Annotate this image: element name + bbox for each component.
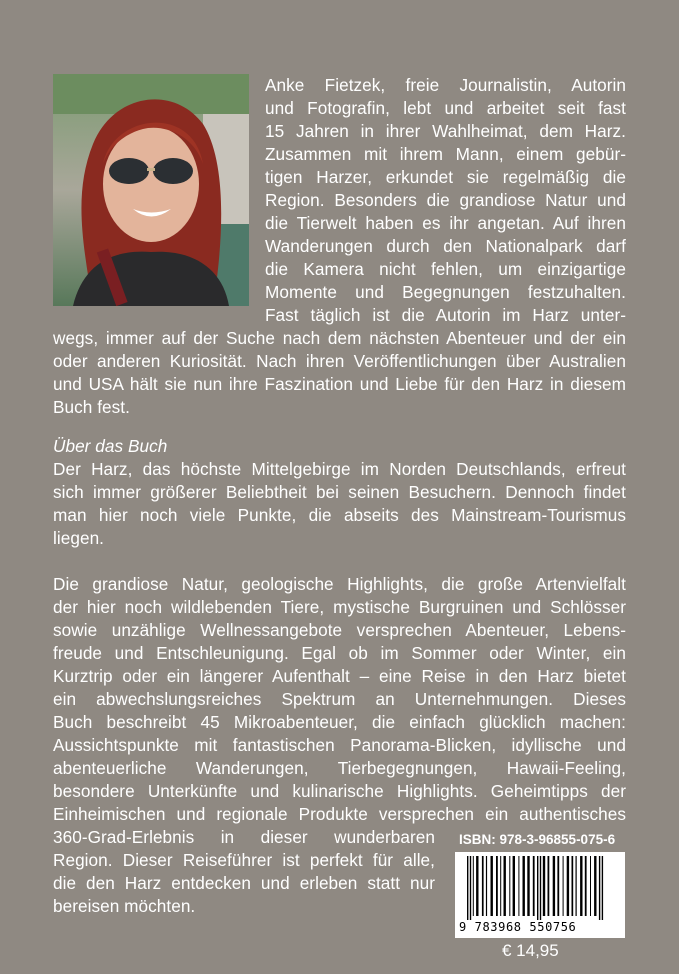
barcode-bar (467, 856, 468, 920)
about-line: Buch beschreibt 45 Mikroabenteuer, die einfach glücklich machen: (53, 712, 626, 732)
barcode-bar (513, 856, 515, 916)
about-line: Region. Dieser Reiseführer ist perfekt für alle, (53, 850, 435, 870)
price-label: € 14,95 (502, 941, 559, 960)
about-heading: Über das Buch (53, 436, 168, 456)
author-photo (53, 74, 249, 306)
bio-line: Region. Besonders die grandiose Natur und (265, 190, 626, 210)
barcode-bars (455, 852, 625, 920)
barcode-bar (557, 856, 559, 916)
barcode-bar (580, 856, 582, 916)
bio-line: und USA hält sie nun ihre Faszination und Liebe für den Harz in diesem (53, 374, 626, 394)
barcode-bar (567, 856, 569, 916)
barcode-bar (594, 856, 596, 916)
barcode-bar (599, 856, 600, 920)
barcode-bar (576, 856, 577, 916)
about-line: liegen. (53, 528, 104, 548)
barcode-bar (482, 856, 484, 916)
barcode-bar (563, 856, 564, 916)
bio-line: tigen Harzer, erkundet sie regelmäßig die (265, 167, 626, 187)
barcode-bar (504, 856, 506, 916)
bio-line: die Kamera nicht fehlen, um einzigartige (265, 259, 626, 279)
barcode-bar (509, 856, 510, 916)
about-line: 360-Grad-Erlebnis in dieser wunderbaren (53, 827, 435, 847)
barcode-bar (602, 856, 603, 920)
bio-line: wegs, immer auf der Suche nach dem nächsten Abenteuer und der ein (53, 328, 626, 348)
bio-line: oder anderen Kuriosität. Nach ihren Veröffentlichungen über Australien (53, 351, 626, 371)
about-line: die den Harz entdecken und erleben statt nur (53, 873, 435, 893)
about-line: Aussichtspunkte mit fantastischen Panorama-Blicken, idyllische und (53, 735, 626, 755)
bio-line: Zusammen mit ihrem Mann, einem gebür- (265, 144, 626, 164)
about-line: Die grandiose Natur, geologische Highlights, die große Artenvielfalt (53, 574, 626, 594)
barcode-bar (496, 856, 498, 916)
barcode-bar (470, 856, 471, 920)
barcode-bar (527, 856, 529, 916)
about-line: Der Harz, das höchste Mittelgebirge im Norden Deutschlands, erfreut (53, 459, 626, 479)
barcode-bar (585, 856, 587, 916)
bio-line: 15 Jahren in ihrer Wahlheimat, dem Harz. (265, 121, 626, 141)
barcode-bar (533, 856, 535, 916)
barcode-bar (473, 856, 474, 916)
bio-line: Buch fest. (53, 397, 130, 417)
about-line: bereisen möchten. (53, 896, 196, 916)
about-line: man hier noch viele Punkte, die abseits des Mainstream-Tourismus (53, 505, 626, 525)
bio-line: Momente und Begegnungen festzuhalten. (265, 282, 626, 302)
barcode-bar (486, 856, 487, 916)
bio-line: die Tierwelt haben es ihr angetan. Auf ihren (265, 213, 626, 233)
about-line: Einheimischen und regionale Produkte versprechen ein authentisches (53, 804, 626, 824)
barcode-bar (540, 856, 541, 920)
bio-line: Wanderungen durch den Nationalpark darf (265, 236, 626, 256)
about-line: abenteuerliche Wanderungen, Tierbegegnungen, Hawaii-Feeling, (53, 758, 626, 778)
barcode-bar (523, 856, 525, 916)
about-line: Kurztrip oder ein längerer Aufenthalt – eine Reise in den Harz bietet (53, 666, 626, 686)
bio-line: Fast täglich ist die Autorin im Harz unter- (265, 305, 626, 325)
author-portrait-illustration (53, 74, 249, 306)
barcode-bar (491, 856, 493, 916)
barcode-bar (476, 856, 478, 916)
bio-line: Anke Fietzek, freie Journalistin, Autorin (265, 75, 626, 95)
barcode-bar (572, 856, 574, 916)
barcode-bar (543, 856, 545, 916)
barcode-bar (548, 856, 550, 916)
barcode-bar (518, 856, 519, 916)
about-line: sich immer größerer Beliebtheit bei seinen Besuchern. Dennoch findet (53, 482, 626, 502)
about-line: besondere Unterkünfte und kulinarische Highlights. Geheimtipps der (53, 781, 626, 801)
about-line: freude und Entschleunigung. Egal ob im Sommer oder Winter, ein (53, 643, 626, 663)
about-line: sowie unzählige Wellnessangebote versprechen Abenteuer, Lebens- (53, 620, 626, 640)
barcode-bar (500, 856, 501, 916)
barcode-bar (590, 856, 591, 916)
about-line: ein abwechslungsreiches Spektrum an Unternehmungen. Dieses (53, 689, 626, 709)
barcode-number: 9 783968 550756 (459, 920, 577, 934)
bio-line: und Fotografin, lebt und arbeitet seit fast (265, 98, 626, 118)
barcode-bar (553, 856, 555, 916)
about-line: der hier noch wildlebenden Tiere, mystische Burgruinen und Schlösser (53, 597, 626, 617)
barcode-bar (537, 856, 538, 920)
isbn-label: ISBN: 978-3-96855-075-6 (459, 832, 616, 847)
